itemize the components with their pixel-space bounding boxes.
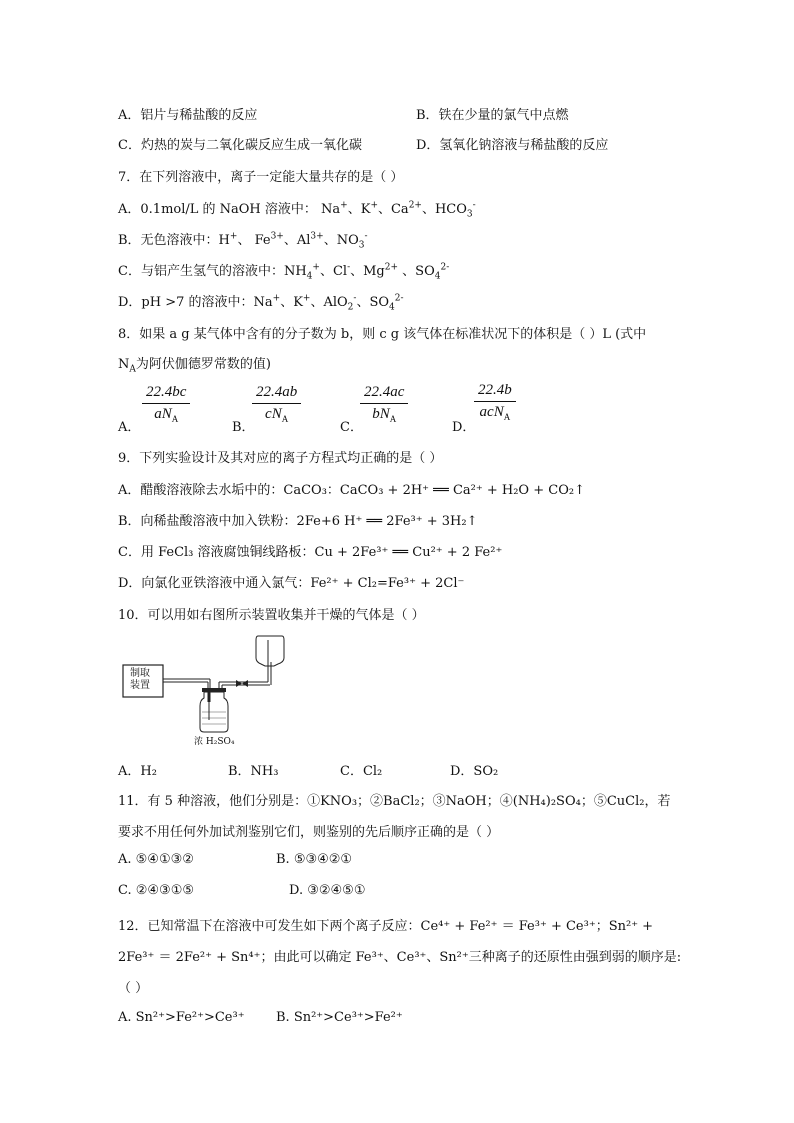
q8-label-c: C． [340,420,363,435]
q6-option-d: D．氢氧化钠溶液与稀盐酸的反应 [416,138,609,153]
q9-option-c: C．用 FeCl₃ 溶液腐蚀铜线路板：Cu + 2Fe³⁺ ══ Cu²⁺ + 2 Fe²⁺ [118,545,503,560]
q12-option-b: B. Sn²⁺>Ce³⁺>Fe²⁺ [276,1010,403,1025]
q11-stem: 11．有 5 种溶液，他们分别是：①KNO₃；②BaCl₂；③NaOH；④(NH₄)₂SO₄；⑤CuCl₂，若 [118,794,671,809]
q7-option-b: B．无色溶液中：H+、 $Fe^{3+}$、$Al^{3+}$、$NO_3^-$ [118,231,368,251]
q11-option-b: B. ⑤③④②① [276,852,353,867]
q7-option-a: A．0.1mol/L 的 NaOH 溶液中： Na+、K+、$Ca^{2+}$、$HCO_3^-$ [118,200,476,220]
q11-option-d: D. ③②④⑤① [289,883,366,898]
device-label: 制取 装置 [130,668,150,691]
acid-label: 浓 H₂SO₄ [194,737,235,747]
q10-option-b: B．NH₃ [228,764,279,779]
q8-fraction-a: 22.4bc $aN_A$ [142,384,190,423]
q9-option-a: A．醋酸溶液除去水垢中的：CaCO₃：CaCO₃ + 2H⁺ ══ Ca²⁺ + H₂O + CO₂↑ [118,483,585,498]
q6-option-a: A．铝片与稀盐酸的反应 [118,108,258,123]
q8-fraction-c: 22.4ac $bN_A$ [360,384,408,423]
q11-option-c: C. ②④③①⑤ [118,883,195,898]
q10-option-c: C．Cl₂ [340,764,383,779]
q9-stem: 9．下列实验设计及其对应的离子方程式均正确的是（ ） [118,451,443,466]
q12-option-a: A. Sn²⁺>Fe²⁺>Ce³⁺ [118,1010,245,1025]
q10-option-d: D．SO₂ [450,764,499,779]
q7-option-d: D．pH >7 的溶液中：Na+、K+、AlO$_2$-、$SO_4^{2-}$ [118,293,404,313]
q9-option-d: D．向氯化亚铁溶液中通入氯气：Fe²⁺ + Cl₂=Fe³⁺ + 2Cl⁻ [118,576,465,591]
q10-stem: 10．可以用如右图所示装置收集并干燥的气体是（ ） [118,608,425,623]
q8-label-b: B． [232,420,255,435]
q12-stem-cont: 2Fe³⁺ ＝ 2Fe²⁺ + Sn⁴⁺；由此可以确定 Fe³⁺、Ce³⁺、Sn²⁺三种离子的还原性由强到弱的顺序是: [118,950,682,965]
q8-fraction-d: 22.4b acN$_A$ [474,382,516,421]
q8-stem: 8．如果 a g 某气体中含有的分子数为 b，则 c g 该气体在标准状况下的体积是（ ）L (式中 [118,327,647,342]
q10-option-a: A．H₂ [118,764,157,779]
gas-apparatus-diagram [118,632,308,750]
q12-stem: 12．已知常温下在溶液中可发生如下两个离子反应：Ce⁴⁺ + Fe²⁺ ＝ Fe³⁺ + Ce³⁺；Sn²⁺ + [118,919,654,934]
q8-fraction-b: 22.4ab $cN_A$ [252,384,301,423]
q12-stem-bracket: （ ） [118,981,149,996]
q8-label-a: A． [118,420,141,435]
q6-option-b: B．铁在少量的氯气中点燃 [416,108,569,123]
q7-stem: 7．在下列溶液中，离子一定能大量共存的是（ ） [118,170,404,185]
q11-stem-cont: 要求不用任何外加试剂鉴别它们，则鉴别的先后顺序正确的是（ ） [118,825,500,840]
q8-stem-cont: $N_A$为阿伏伽德罗常数的值) [118,357,271,375]
q7-option-c: C．与铝产生氢气的溶液中：$NH_4^+$、Cl-、$Mg^{2+}$ 、$SO_4^{2-}$ [118,262,450,282]
q8-label-d: D． [452,420,476,435]
q6-option-c: C．灼热的炭与二氧化碳反应生成一氧化碳 [118,138,362,153]
q11-option-a: A. ⑤④①③② [118,852,194,867]
q9-option-b: B．向稀盐酸溶液中加入铁粉：2Fe+6 H⁺ ══ 2Fe³⁺ + 3H₂↑ [118,514,478,529]
